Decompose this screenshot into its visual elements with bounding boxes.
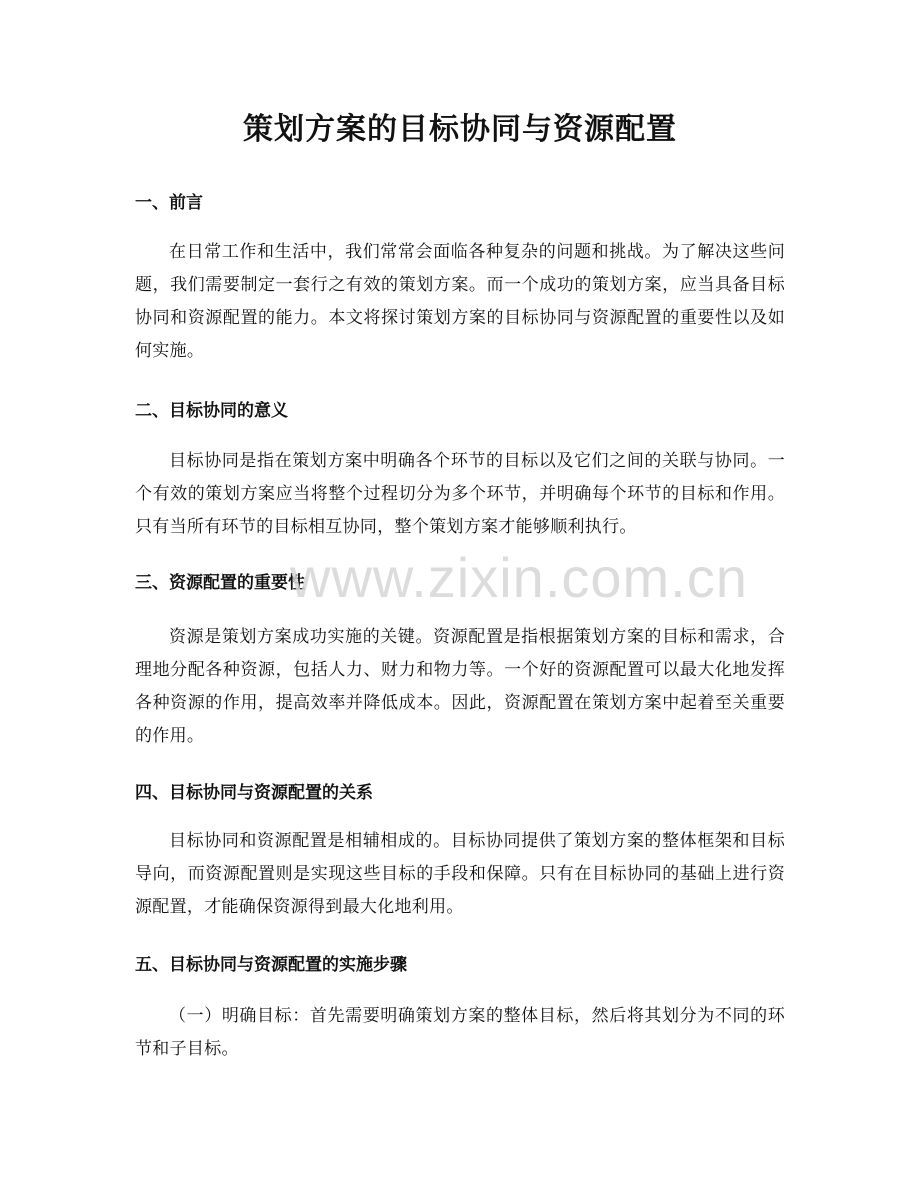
section-paragraph-step-1: （一）明确目标：首先需要明确策划方案的整体目标，然后将其划分为不同的环节和子目标。 <box>135 1006 785 1059</box>
section-heading-preface: 一、前言 <box>135 193 203 213</box>
section-heading-implementation: 五、目标协同与资源配置的实施步骤 <box>135 955 407 975</box>
document-title: 策划方案的目标协同与资源配置 <box>243 112 677 147</box>
section-heading-resource-importance: 三、资源配置的重要性 <box>135 573 305 593</box>
section-heading-goal-synergy: 二、目标协同的意义 <box>135 401 288 421</box>
watermark: www.zixin.com.cn <box>290 546 748 609</box>
section-paragraph-relationship: 目标协同和资源配置是相辅相成的。目标协同提供了策划方案的整体框架和目标导向，而资源配置则是实现这些目标的手段和保障。只有在目标协同的基础上进行资源配置，才能确保资源得到最大化地利用。 <box>135 831 785 917</box>
section-heading-relationship: 四、目标协同与资源配置的关系 <box>135 783 373 803</box>
section-paragraph-preface: 在日常工作和生活中，我们常常会面临各种复杂的问题和挑战。为了解决这些问题，我们需要制定一套行之有效的策划方案。而一个成功的策划方案，应当具备目标协同和资源配置的能力。本文将探讨策划方案的目标协同与资源配置的重要性以及如何实施。 <box>135 242 785 361</box>
section-paragraph-resource-importance: 资源是策划方案成功实施的关键。资源配置是指根据策划方案的目标和需求，合理地分配各种资源，包括人力、财力和物力等。一个好的资源配置可以最大化地发挥各种资源的作用，提高效率并降低成本。因此，资源配置在策划方案中起着至关重要的作用。 <box>135 627 785 746</box>
section-paragraph-goal-synergy: 目标协同是指在策划方案中明确各个环节的目标以及它们之间的关联与协同。一个有效的策划方案应当将整个过程切分为多个环节，并明确每个环节的目标和作用。只有当所有环节的目标相互协同，整个策划方案才能够顺利执行。 <box>135 451 785 537</box>
